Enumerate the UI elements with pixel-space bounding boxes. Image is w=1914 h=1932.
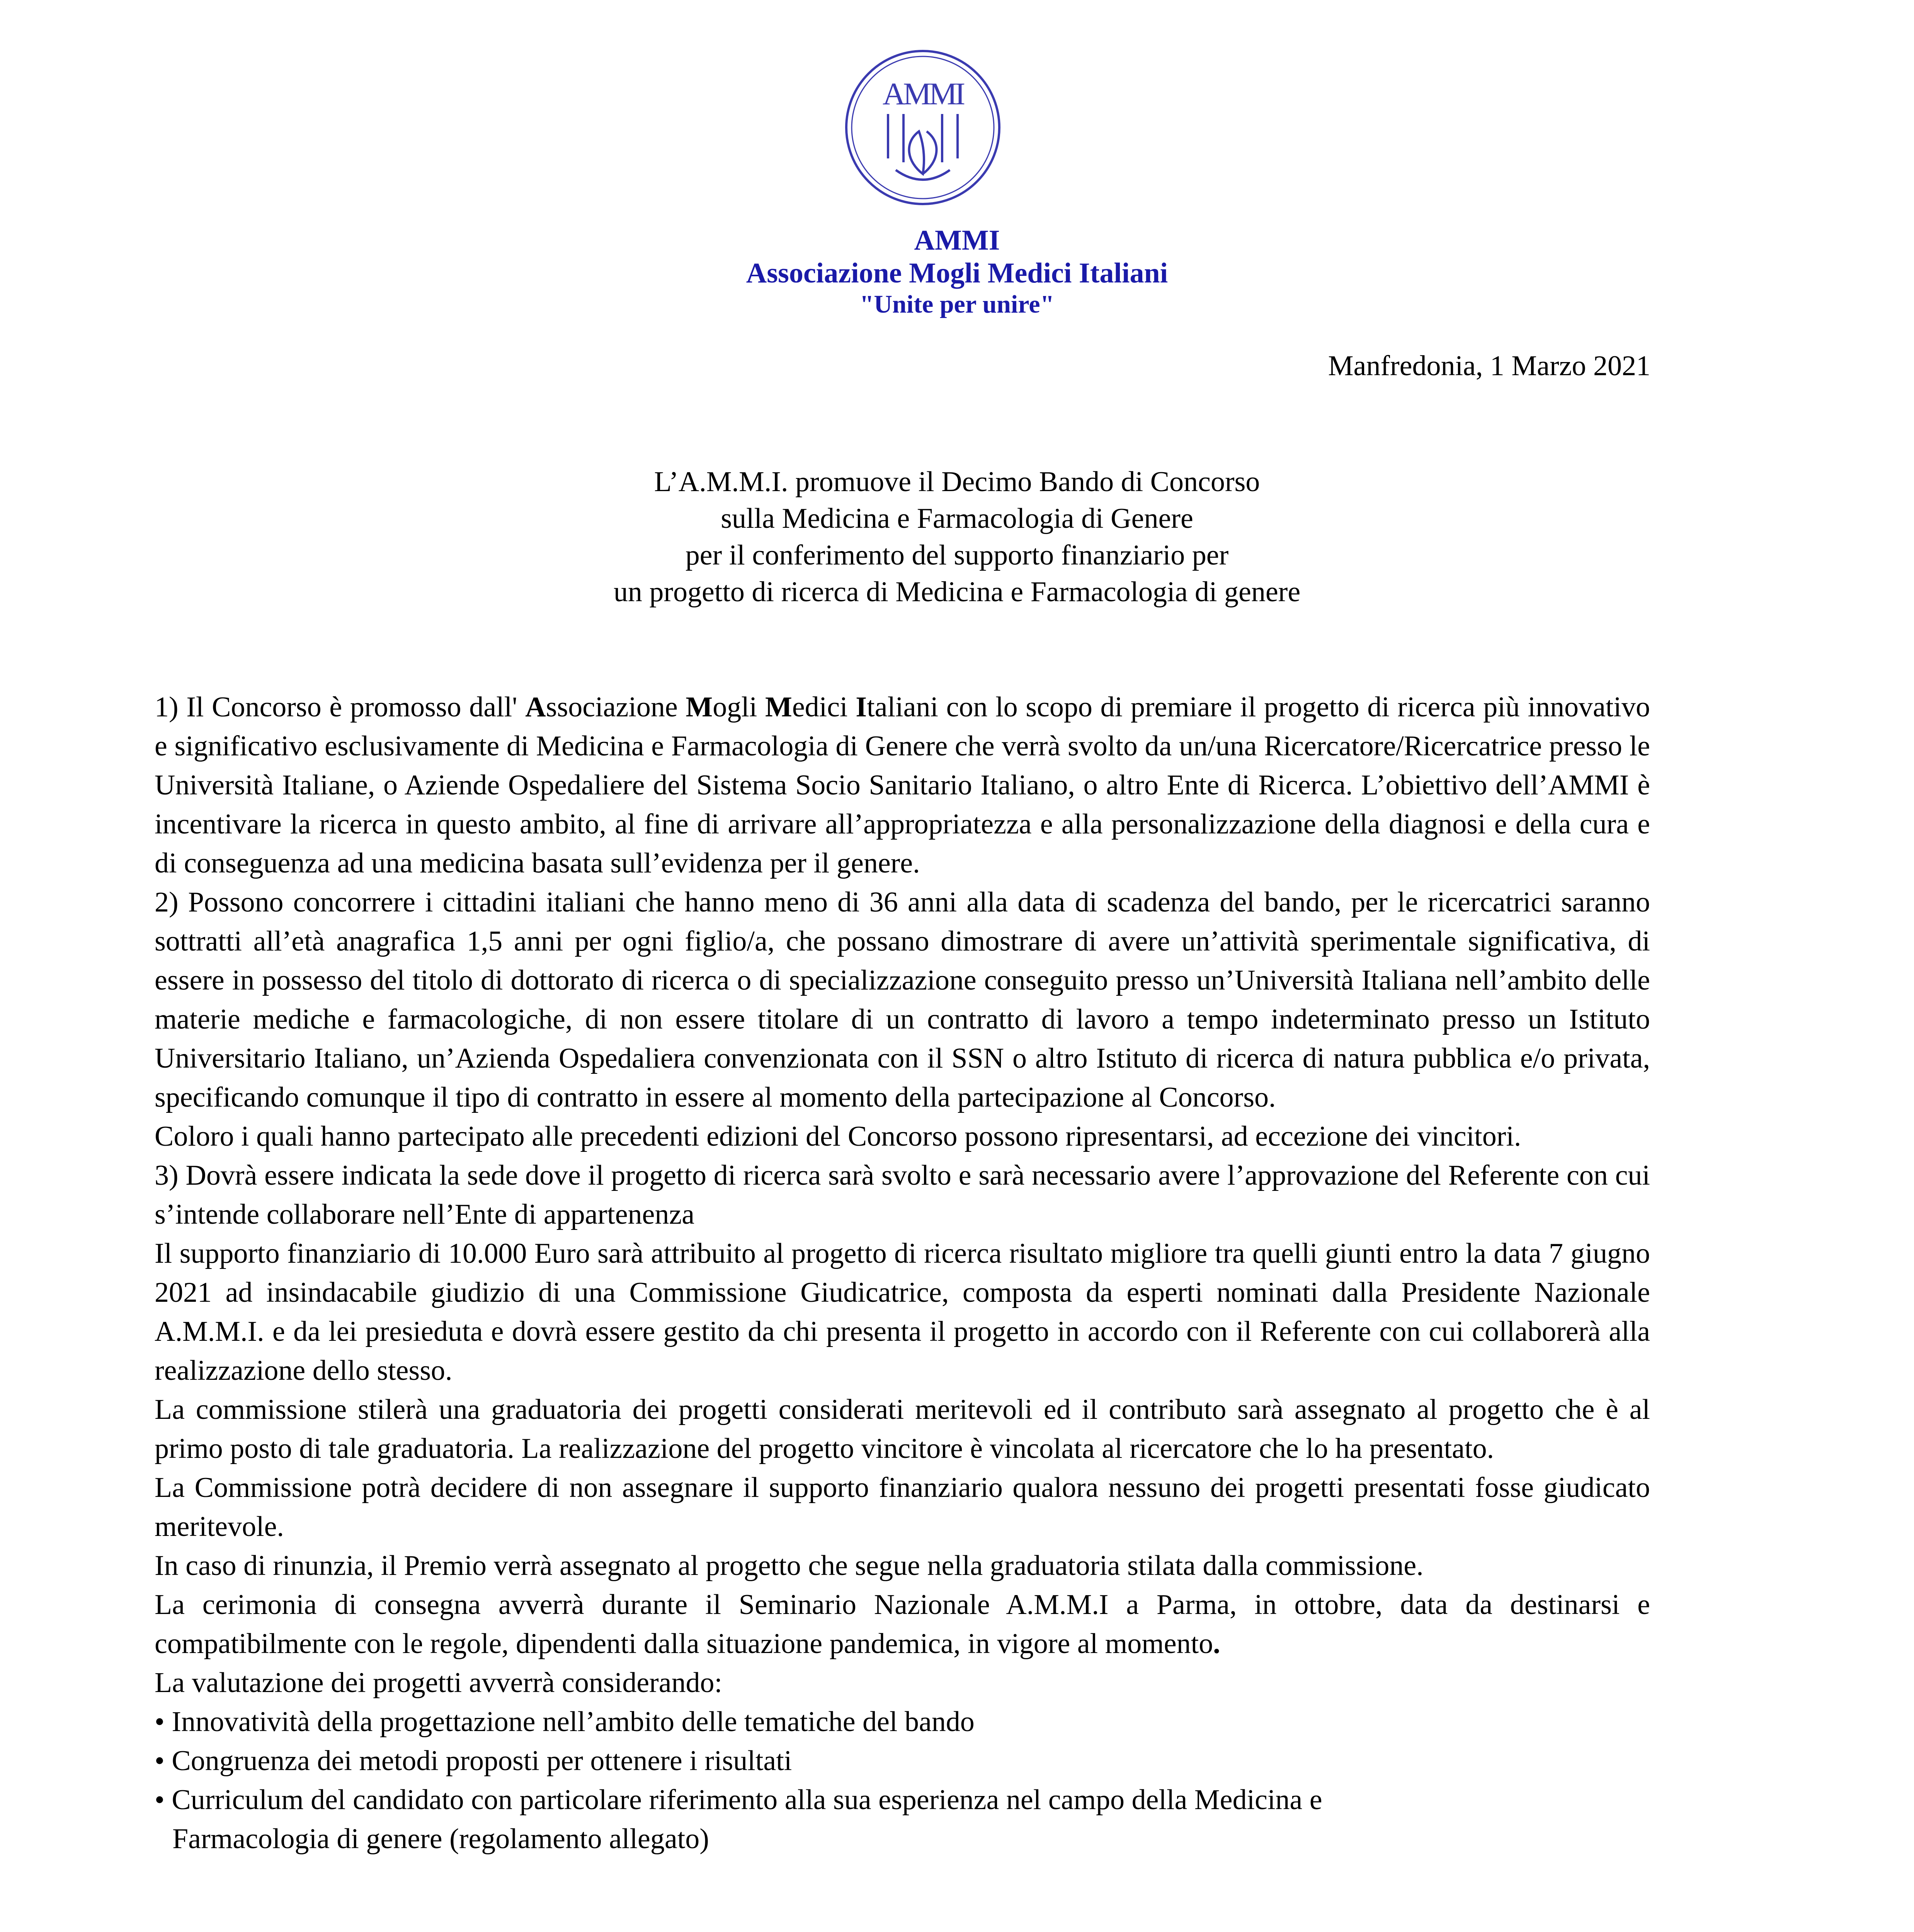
paragraph-6: La Commissione potrà decidere di non assegnare il supporto finanziario qualora nessuno dei progetti presentati fosse giudicato meritevole.	[155, 1472, 1650, 1543]
p1-text: ogli	[713, 691, 765, 723]
paragraph-8	[155, 1585, 1650, 1663]
p1-text: edici	[792, 691, 856, 723]
p8-text: La cerimonia di consegna avverrà durante il Seminario Nazionale A.M.M.I a Parma, in ottobre, data da destinarsi e compatibilmente con le regole, dipendenti dalla situazione pandemica, in vigore al momento	[155, 1589, 1650, 1660]
body-text	[155, 688, 1650, 1859]
p1-prefix: 1) Il Concorso è promosso dall'	[155, 691, 526, 723]
bullet-item-1: • Innovatività della progettazione nell’ambito delle tematiche del bando	[155, 1706, 975, 1738]
org-full-name: Associazione Mogli Medici Italiani	[746, 257, 1168, 289]
paragraph-4: Il supporto finanziario di 10.000 Euro sarà attribuito al progetto di ricerca risultato migliore tra quelli giunti entro la data 7 giugno 2021 ad insindacabile giudizio di una Commissione Giudicatrice, composta da esperti nominati dalla Presidente Nazionale A.M.M.I. e da lei presieduta e dovrà essere gestito da chi presenta il progetto in accordo con il Referente con cui collaborerà alla realizzazione dello stesso.	[155, 1238, 1650, 1386]
ammi-logo	[842, 46, 1004, 209]
p1-rest: taliani con lo scopo di premiare il progetto di ricerca più innovativo e significativo esclusivamente di Medicina e Farmacologia di Genere che verrà svolto da un/una Ricercatore/Ricercatrice presso le Università Italiane, o Aziende Ospedaliere del Sistema Socio Sanitario Italiano, o altro Ente di Ricerca. L’obiettivo dell’AMMI è incentivare la ricerca in questo ambito, al fine di arrivare all’appropriatezza e alla personalizzazione della diagnosi e della cura e di conseguenza ad una medicina basata sull’evidenza per il genere.	[155, 691, 1650, 879]
bullet-item-2: • Congruenza dei metodi proposti per ottenere i risultati	[155, 1745, 792, 1777]
paragraph-1	[155, 688, 1650, 883]
title-line-1: L’A.M.M.I. promuove il Decimo Bando di Concorso	[654, 466, 1260, 498]
title-line-3: per il conferimento del supporto finanziario per	[685, 539, 1229, 571]
title-line-4: un progetto di ricerca di Medicina e Farmacologia di genere	[613, 576, 1301, 608]
p1-initial-m2: M	[765, 691, 792, 723]
paragraph-2b: Coloro i quali hanno partecipato alle precedenti edizioni del Concorso possono ripresentarsi, ad eccezione dei vincitori.	[155, 1121, 1521, 1152]
p8-end: .	[1213, 1628, 1220, 1660]
paragraph-7: In caso di rinunzia, il Premio verrà assegnato al progetto che segue nella graduatoria stilata dalla commissione.	[155, 1550, 1424, 1582]
bullet-item-3: • Curriculum del candidato con particolare riferimento alla sua esperienza nel campo della Medicina e	[155, 1784, 1322, 1816]
date-line: Manfredonia, 1 Marzo 2021	[1328, 350, 1650, 382]
org-motto: "Unite per unire"	[859, 290, 1055, 318]
paragraph-2: 2) Possono concorrere i cittadini italiani che hanno meno di 36 anni alla data di scadenza del bando, per le ricercatrici saranno sottratti all’età anagrafica 1,5 anni per ogni figlio/a, che possano dimostrare di avere un’attività sperimentale significativa, di essere in possesso del titolo di dottorato di ricerca o di specializzazione conseguito presso un’Università Italiana nell’ambito delle materie mediche e farmacologiche, di non essere titolare di un contratto di lavoro a tempo indeterminato presso un Istituto Universitario Italiano, un’Azienda Ospedaliera convenzionata con il SSN o altro Istituto di ricerca di natura pubblica e/o privata, specificando comunque il tipo di contratto in essere al momento della partecipazione al Concorso.	[155, 886, 1650, 1113]
paragraph-5: La commissione stilerà una graduatoria dei progetti considerati meritevoli ed il contributo sarà assegnato al progetto che è al primo posto di tale graduatoria. La realizzazione del progetto vincitore è vincolata al ricercatore che lo ha presentato.	[155, 1394, 1650, 1464]
logo-letters: AMMI	[882, 76, 963, 111]
p1-initial-m1: M	[686, 691, 713, 723]
p1-initial-i: I	[856, 691, 867, 723]
title-line-2: sulla Medicina e Farmacologia di Genere	[721, 503, 1193, 534]
paragraph-3: 3) Dovrà essere indicata la sede dove il progetto di ricerca sarà svolto e sarà necessario avere l’approvazione del Referente con cui s’intende collaborare nell’Ente di appartenenza	[155, 1160, 1650, 1230]
bullet-item-3-cont: Farmacologia di genere (regolamento allegato)	[172, 1823, 709, 1855]
p1-text: ssociazione	[546, 691, 686, 723]
p1-initial-a: A	[525, 691, 546, 723]
paragraph-9: La valutazione dei progetti avverrà considerando:	[155, 1667, 723, 1699]
org-short-name: AMMI	[914, 224, 1000, 256]
